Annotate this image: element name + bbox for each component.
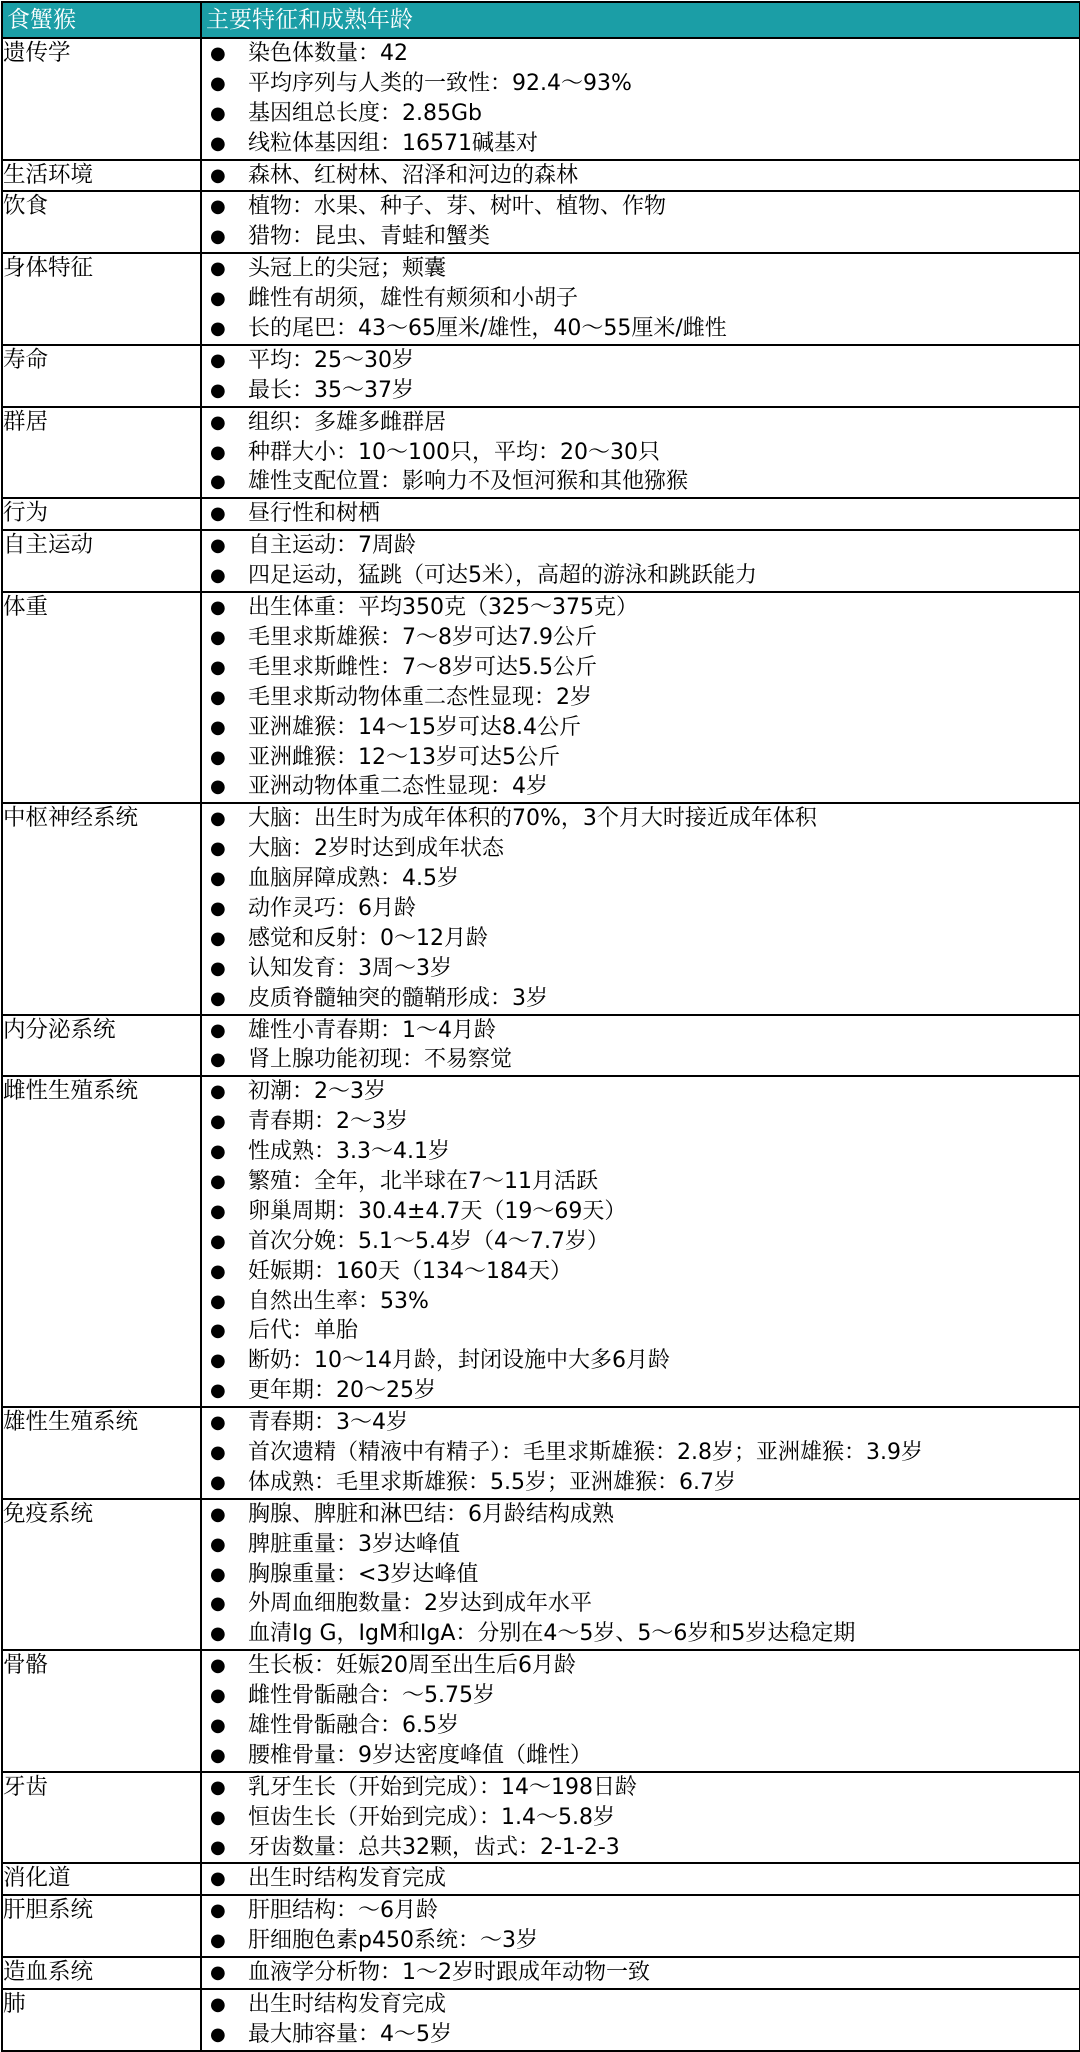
item-text: 后代：单胎 bbox=[248, 1318, 359, 1344]
features-cell bbox=[201, 38, 1080, 160]
list-item bbox=[202, 864, 1079, 894]
bullet-icon: ● bbox=[210, 987, 226, 1009]
bullet-icon: ● bbox=[210, 43, 226, 64]
features-cell bbox=[201, 407, 1080, 499]
bullet-icon: ● bbox=[210, 1900, 226, 1922]
item-text: 昼行性和树栖 bbox=[248, 501, 381, 527]
bullet-icon: ● bbox=[210, 226, 226, 248]
bullet-icon: ● bbox=[210, 868, 226, 890]
table-row bbox=[2, 1863, 1080, 1895]
item-text: 腰椎骨量：9岁达密度峰值（雌性） bbox=[248, 1742, 592, 1768]
bullet-icon: ● bbox=[210, 1962, 226, 1984]
item-text: 卵巢周期：30.4±4.7天（19～69天） bbox=[248, 1198, 627, 1224]
bullet-icon: ● bbox=[210, 379, 226, 401]
item-text: 肾上腺功能初现：不易察觉 bbox=[248, 1047, 513, 1073]
table-row bbox=[2, 498, 1080, 530]
bullet-icon: ● bbox=[210, 535, 226, 557]
table-row bbox=[2, 530, 1080, 592]
bullet-icon: ● bbox=[210, 1380, 226, 1402]
list-item bbox=[202, 623, 1079, 653]
bullet-icon: ● bbox=[210, 1141, 226, 1163]
item-text: 胸腺、脾脏和淋巴结：6月龄结构成熟 bbox=[248, 1501, 614, 1527]
list-item bbox=[202, 1560, 1079, 1590]
list-item bbox=[202, 1408, 1079, 1438]
table-row bbox=[2, 407, 1080, 499]
list-item bbox=[202, 531, 1079, 561]
bullet-icon: ● bbox=[210, 1350, 226, 1372]
features-cell bbox=[201, 1895, 1080, 1957]
list-item bbox=[202, 1681, 1079, 1711]
bullet-icon: ● bbox=[210, 746, 226, 768]
list-item bbox=[202, 467, 1079, 497]
list-item bbox=[202, 1376, 1079, 1406]
list-item bbox=[202, 1896, 1079, 1926]
list-item bbox=[202, 314, 1079, 344]
item-text: 基因组总长度：2.85Gb bbox=[248, 100, 482, 126]
maturity-table bbox=[1, 1, 1080, 2052]
header-row bbox=[2, 2, 1080, 38]
bullet-icon: ● bbox=[210, 686, 226, 708]
table-row bbox=[2, 1772, 1080, 1864]
item-text: 恒齿生长（开始到完成）：1.4～5.8岁 bbox=[248, 1804, 615, 1830]
features-cell bbox=[201, 1650, 1080, 1772]
list-item bbox=[202, 593, 1079, 623]
item-text: 牙齿数量：总共32颗，齿式：2-1-2-3 bbox=[248, 1834, 620, 1860]
list-item bbox=[202, 1619, 1079, 1649]
bullet-icon: ● bbox=[210, 897, 226, 919]
bullet-icon: ● bbox=[210, 72, 226, 94]
bullet-icon: ● bbox=[210, 1200, 226, 1222]
list-item bbox=[202, 1438, 1079, 1468]
item-text: 种群大小：10～100只，平均：20～30只 bbox=[248, 439, 660, 465]
item-text: 雄性支配位置：影响力不及恒河猴和其他猕猴 bbox=[248, 469, 689, 495]
item-text: 平均：25～30岁 bbox=[248, 347, 414, 373]
item-text: 雌性有胡须，雄性有颊须和小胡子 bbox=[248, 286, 579, 312]
list-item bbox=[202, 1257, 1079, 1287]
feature-list bbox=[202, 1896, 1079, 1956]
table-row bbox=[2, 1015, 1080, 1077]
table-row bbox=[2, 1076, 1080, 1407]
category-cell: 内分泌系统 bbox=[2, 1015, 201, 1077]
bullet-icon: ● bbox=[210, 1685, 226, 1707]
bullet-icon: ● bbox=[210, 656, 226, 678]
item-text: 最长：35～37岁 bbox=[248, 377, 414, 403]
item-text: 胸腺重量：<3岁达峰值 bbox=[248, 1561, 479, 1587]
bullet-icon: ● bbox=[210, 1623, 226, 1645]
item-text: 毛里求斯动物体重二态性显现：2岁 bbox=[248, 684, 592, 710]
list-item bbox=[202, 1803, 1079, 1833]
bullet-icon: ● bbox=[210, 503, 226, 525]
item-text: 青春期：3～4岁 bbox=[248, 1410, 408, 1436]
bullet-icon: ● bbox=[210, 1533, 226, 1555]
item-text: 生长板：妊娠20周至出生后6月龄 bbox=[248, 1653, 576, 1679]
features-cell bbox=[201, 345, 1080, 407]
bullet-icon: ● bbox=[210, 1503, 226, 1525]
feature-list bbox=[202, 1077, 1079, 1406]
bullet-icon: ● bbox=[210, 927, 226, 949]
table-row bbox=[2, 1989, 1080, 2051]
feature-list bbox=[202, 1651, 1079, 1771]
list-item bbox=[202, 1711, 1079, 1741]
features-cell bbox=[201, 1499, 1080, 1650]
list-item bbox=[202, 499, 1079, 529]
feature-list bbox=[202, 1500, 1079, 1649]
category-cell: 生活环境 bbox=[2, 160, 201, 192]
category-cell: 体重 bbox=[2, 592, 201, 803]
item-text: 平均序列与人类的一致性：92.4～93% bbox=[248, 70, 632, 96]
bullet-icon: ● bbox=[210, 102, 226, 124]
feature-list bbox=[202, 192, 1079, 252]
bullet-icon: ● bbox=[210, 1111, 226, 1133]
item-text: 认知发育：3周～3岁 bbox=[248, 955, 452, 981]
list-item bbox=[202, 376, 1079, 406]
list-item bbox=[202, 954, 1079, 984]
features-cell bbox=[201, 1076, 1080, 1407]
item-text: 乳牙生长（开始到完成）：14～198日龄 bbox=[248, 1774, 637, 1800]
list-item bbox=[202, 561, 1079, 591]
category-cell: 中枢神经系统 bbox=[2, 803, 201, 1014]
list-item bbox=[202, 284, 1079, 314]
table-row bbox=[2, 1957, 1080, 1989]
item-text: 组织：多雄多雌群居 bbox=[248, 409, 447, 435]
feature-list bbox=[202, 499, 1079, 529]
item-text: 染色体数量：42 bbox=[248, 41, 408, 66]
features-cell bbox=[201, 253, 1080, 345]
list-item bbox=[202, 1530, 1079, 1560]
list-item bbox=[202, 683, 1079, 713]
bullet-icon: ● bbox=[210, 1081, 226, 1103]
item-text: 自然出生率：53% bbox=[248, 1288, 429, 1314]
item-text: 妊娠期：160天（134～184天） bbox=[248, 1258, 572, 1284]
bullet-icon: ● bbox=[210, 597, 226, 619]
category-cell: 雄性生殖系统 bbox=[2, 1407, 201, 1499]
table-row bbox=[2, 1407, 1080, 1499]
bullet-icon: ● bbox=[210, 957, 226, 979]
list-item bbox=[202, 984, 1079, 1014]
item-text: 感觉和反射：0～12月龄 bbox=[248, 925, 488, 951]
list-item bbox=[202, 1741, 1079, 1771]
item-text: 血脑屏障成熟：4.5岁 bbox=[248, 866, 459, 892]
item-text: 出生时结构发育完成 bbox=[248, 1866, 447, 1892]
item-text: 出生体重：平均350克（325～375克） bbox=[248, 595, 638, 621]
category-cell: 肝胆系统 bbox=[2, 1895, 201, 1957]
item-text: 毛里求斯雌性：7～8岁可达5.5公斤 bbox=[248, 654, 597, 680]
table-body bbox=[2, 2, 1080, 2051]
table-row bbox=[2, 191, 1080, 253]
item-text: 头冠上的尖冠；颊囊 bbox=[248, 256, 447, 282]
list-item bbox=[202, 39, 1079, 69]
list-item bbox=[202, 1500, 1079, 1530]
list-item bbox=[202, 346, 1079, 376]
list-item bbox=[202, 1864, 1079, 1894]
category-cell: 自主运动 bbox=[2, 530, 201, 592]
item-text: 体成熟：毛里求斯雄猴：5.5岁；亚洲雄猴：6.7岁 bbox=[248, 1469, 736, 1495]
item-text: 更年期：20～25岁 bbox=[248, 1378, 436, 1404]
feature-list bbox=[202, 1016, 1079, 1076]
category-cell: 骨骼 bbox=[2, 1650, 201, 1772]
item-text: 雄性骨骺融合：6.5岁 bbox=[248, 1713, 459, 1739]
bullet-icon: ● bbox=[210, 1593, 226, 1615]
item-text: 大脑：2岁时达到成年状态 bbox=[248, 836, 504, 862]
bullet-icon: ● bbox=[210, 1655, 226, 1677]
bullet-icon: ● bbox=[210, 411, 226, 433]
bullet-icon: ● bbox=[210, 1320, 226, 1342]
list-item bbox=[202, 1773, 1079, 1803]
table-row bbox=[2, 253, 1080, 345]
bullet-icon: ● bbox=[210, 441, 226, 463]
features-cell bbox=[201, 1863, 1080, 1895]
bullet-icon: ● bbox=[210, 1412, 226, 1434]
list-item bbox=[202, 743, 1079, 773]
feature-list bbox=[202, 161, 1079, 191]
item-text: 雌性骨骺融合：～5.75岁 bbox=[248, 1683, 495, 1709]
list-item bbox=[202, 2020, 1079, 2050]
list-item bbox=[202, 1107, 1079, 1137]
item-text: 首次遗精（精液中有精子）：毛里求斯雄猴：2.8岁；亚洲雄猴：3.9岁 bbox=[248, 1440, 923, 1465]
feature-list bbox=[202, 39, 1079, 159]
feature-list bbox=[202, 346, 1079, 406]
features-cell bbox=[201, 1407, 1080, 1499]
list-item bbox=[202, 408, 1079, 438]
list-item bbox=[202, 1316, 1079, 1346]
item-text: 亚洲动物体重二态性显现：4岁 bbox=[248, 774, 548, 800]
bullet-icon: ● bbox=[210, 1290, 226, 1312]
list-item bbox=[202, 772, 1079, 802]
item-text: 出生时结构发育完成 bbox=[248, 1992, 447, 2018]
category-cell: 行为 bbox=[2, 498, 201, 530]
bullet-icon: ● bbox=[210, 565, 226, 587]
item-text: 植物：水果、种子、芽、树叶、植物、作物 bbox=[248, 194, 667, 220]
item-text: 青春期：2～3岁 bbox=[248, 1109, 408, 1135]
list-item bbox=[202, 1227, 1079, 1257]
item-text: 断奶：10～14月龄，封闭设施中大多6月龄 bbox=[248, 1348, 670, 1374]
category-cell: 牙齿 bbox=[2, 1772, 201, 1864]
feature-list bbox=[202, 593, 1079, 802]
table-row bbox=[2, 592, 1080, 803]
list-item bbox=[202, 834, 1079, 864]
bullet-icon: ● bbox=[210, 1744, 226, 1766]
item-text: 亚洲雌猴：12～13岁可达5公斤 bbox=[248, 744, 560, 770]
item-text: 森林、红树林、沼泽和河边的森林 bbox=[248, 162, 579, 188]
category-cell: 群居 bbox=[2, 407, 201, 499]
item-text: 皮质脊髓轴突的髓鞘形成：3岁 bbox=[248, 985, 548, 1011]
category-cell: 免疫系统 bbox=[2, 1499, 201, 1650]
bullet-icon: ● bbox=[210, 1019, 226, 1041]
category-cell: 肺 bbox=[2, 1989, 201, 2051]
item-text: 肝细胞色素p450系统：～3岁 bbox=[248, 1928, 538, 1954]
features-cell bbox=[201, 1015, 1080, 1077]
bullet-icon: ● bbox=[210, 1563, 226, 1585]
bullet-icon: ● bbox=[210, 808, 226, 830]
features-cell bbox=[201, 1772, 1080, 1864]
bullet-icon: ● bbox=[210, 471, 226, 493]
item-text: 雄性小青春期：1～4月龄 bbox=[248, 1017, 496, 1043]
list-item bbox=[202, 1197, 1079, 1227]
category-cell: 身体特征 bbox=[2, 253, 201, 345]
item-text: 亚洲雄猴：14～15岁可达8.4公斤 bbox=[248, 714, 581, 740]
list-item bbox=[202, 713, 1079, 743]
bullet-icon: ● bbox=[210, 838, 226, 860]
category-cell: 雌性生殖系统 bbox=[2, 1076, 201, 1407]
list-item bbox=[202, 129, 1079, 159]
bullet-icon: ● bbox=[210, 1930, 226, 1952]
bullet-icon: ● bbox=[210, 164, 226, 186]
features-cell bbox=[201, 498, 1080, 530]
bullet-icon: ● bbox=[210, 626, 226, 648]
list-item bbox=[202, 653, 1079, 683]
table-row bbox=[2, 803, 1080, 1014]
item-text: 肝胆结构：～6月龄 bbox=[248, 1898, 438, 1924]
list-item bbox=[202, 1651, 1079, 1681]
list-item bbox=[202, 438, 1079, 468]
feature-list bbox=[202, 254, 1079, 344]
bullet-icon: ● bbox=[210, 1715, 226, 1737]
list-item bbox=[202, 1926, 1079, 1956]
list-item bbox=[202, 894, 1079, 924]
features-cell bbox=[201, 1989, 1080, 2051]
item-text: 首次分娩：5.1～5.4岁（4～7.7岁） bbox=[248, 1228, 609, 1254]
list-item bbox=[202, 99, 1079, 129]
features-cell bbox=[201, 803, 1080, 1014]
table-row bbox=[2, 160, 1080, 192]
feature-list bbox=[202, 1864, 1079, 1894]
bullet-icon: ● bbox=[210, 716, 226, 738]
list-item bbox=[202, 1346, 1079, 1376]
features-cell bbox=[201, 592, 1080, 803]
list-item bbox=[202, 924, 1079, 954]
list-item bbox=[202, 254, 1079, 284]
bullet-icon: ● bbox=[210, 1806, 226, 1828]
header-features: 主要特征和成熟年龄 bbox=[201, 2, 1080, 38]
list-item bbox=[202, 222, 1079, 252]
table-row bbox=[2, 1499, 1080, 1650]
item-text: 四足运动，猛跳（可达5米），高超的游泳和跳跃能力 bbox=[248, 563, 757, 589]
table-row bbox=[2, 38, 1080, 160]
item-text: 自主运动：7周龄 bbox=[248, 533, 416, 559]
list-item bbox=[202, 1045, 1079, 1075]
features-cell bbox=[201, 530, 1080, 592]
category-cell: 寿命 bbox=[2, 345, 201, 407]
bullet-icon: ● bbox=[210, 318, 226, 340]
list-item bbox=[202, 192, 1079, 222]
category-cell: 造血系统 bbox=[2, 1957, 201, 1989]
feature-list bbox=[202, 1990, 1079, 2050]
bullet-icon: ● bbox=[210, 1049, 226, 1071]
item-text: 大脑：出生时为成年体积的70%，3个月大时接近成年体积 bbox=[248, 806, 817, 832]
feature-list bbox=[202, 1958, 1079, 1988]
item-text: 线粒体基因组：16571碱基对 bbox=[248, 130, 538, 156]
feature-list bbox=[202, 804, 1079, 1013]
bullet-icon: ● bbox=[210, 288, 226, 310]
bullet-icon: ● bbox=[210, 2023, 226, 2045]
item-text: 最大肺容量：4～5岁 bbox=[248, 2021, 452, 2047]
item-text: 初潮：2～3岁 bbox=[248, 1079, 386, 1105]
list-item bbox=[202, 1468, 1079, 1498]
features-cell bbox=[201, 1957, 1080, 1989]
list-item bbox=[202, 1077, 1079, 1107]
category-cell: 遗传学 bbox=[2, 38, 201, 160]
list-item bbox=[202, 1016, 1079, 1046]
category-cell: 消化道 bbox=[2, 1863, 201, 1895]
item-text: 血液学分析物：1～2岁时跟成年动物一致 bbox=[248, 1960, 650, 1986]
bullet-icon: ● bbox=[210, 196, 226, 218]
list-item bbox=[202, 1958, 1079, 1988]
item-text: 血清Ig G，IgM和IgA：分别在4～5岁、5～6岁和5岁达稳定期 bbox=[248, 1621, 856, 1647]
bullet-icon: ● bbox=[210, 1260, 226, 1282]
bullet-icon: ● bbox=[210, 132, 226, 154]
features-cell bbox=[201, 191, 1080, 253]
list-item bbox=[202, 1137, 1079, 1167]
item-text: 毛里求斯雄猴：7～8岁可达7.9公斤 bbox=[248, 624, 597, 650]
feature-list bbox=[202, 1408, 1079, 1498]
list-item bbox=[202, 1167, 1079, 1197]
feature-list bbox=[202, 1773, 1079, 1863]
bullet-icon: ● bbox=[210, 1994, 226, 2016]
list-item bbox=[202, 1287, 1079, 1317]
bullet-icon: ● bbox=[210, 1230, 226, 1252]
bullet-icon: ● bbox=[210, 1836, 226, 1858]
list-item bbox=[202, 1589, 1079, 1619]
table-row bbox=[2, 1895, 1080, 1957]
bullet-icon: ● bbox=[210, 349, 226, 371]
table-row bbox=[2, 1650, 1080, 1772]
item-text: 动作灵巧：6月龄 bbox=[248, 895, 416, 921]
features-cell bbox=[201, 160, 1080, 192]
bullet-icon: ● bbox=[210, 1776, 226, 1798]
list-item bbox=[202, 1833, 1079, 1863]
item-text: 性成熟：3.3～4.1岁 bbox=[248, 1139, 450, 1165]
list-item bbox=[202, 804, 1079, 834]
header-species: 食蟹猴 bbox=[2, 2, 201, 38]
item-text: 脾脏重量：3岁达峰值 bbox=[248, 1531, 460, 1557]
list-item bbox=[202, 161, 1079, 191]
list-item bbox=[202, 1990, 1079, 2020]
list-item bbox=[202, 69, 1079, 99]
table-row bbox=[2, 345, 1080, 407]
item-text: 外周血细胞数量：2岁达到成年水平 bbox=[248, 1591, 592, 1617]
item-text: 长的尾巴：43～65厘米/雄性，40～55厘米/雌性 bbox=[248, 316, 727, 342]
bullet-icon: ● bbox=[210, 776, 226, 798]
feature-list bbox=[202, 408, 1079, 498]
item-text: 繁殖：全年，北半球在7～11月活跃 bbox=[248, 1168, 598, 1194]
item-text: 猎物：昆虫、青蛙和蟹类 bbox=[248, 224, 491, 250]
bullet-icon: ● bbox=[210, 1442, 226, 1463]
feature-list bbox=[202, 531, 1079, 591]
bullet-icon: ● bbox=[210, 1471, 226, 1493]
bullet-icon: ● bbox=[210, 258, 226, 280]
category-cell: 饮食 bbox=[2, 191, 201, 253]
bullet-icon: ● bbox=[210, 1170, 226, 1192]
bullet-icon: ● bbox=[210, 1868, 226, 1890]
